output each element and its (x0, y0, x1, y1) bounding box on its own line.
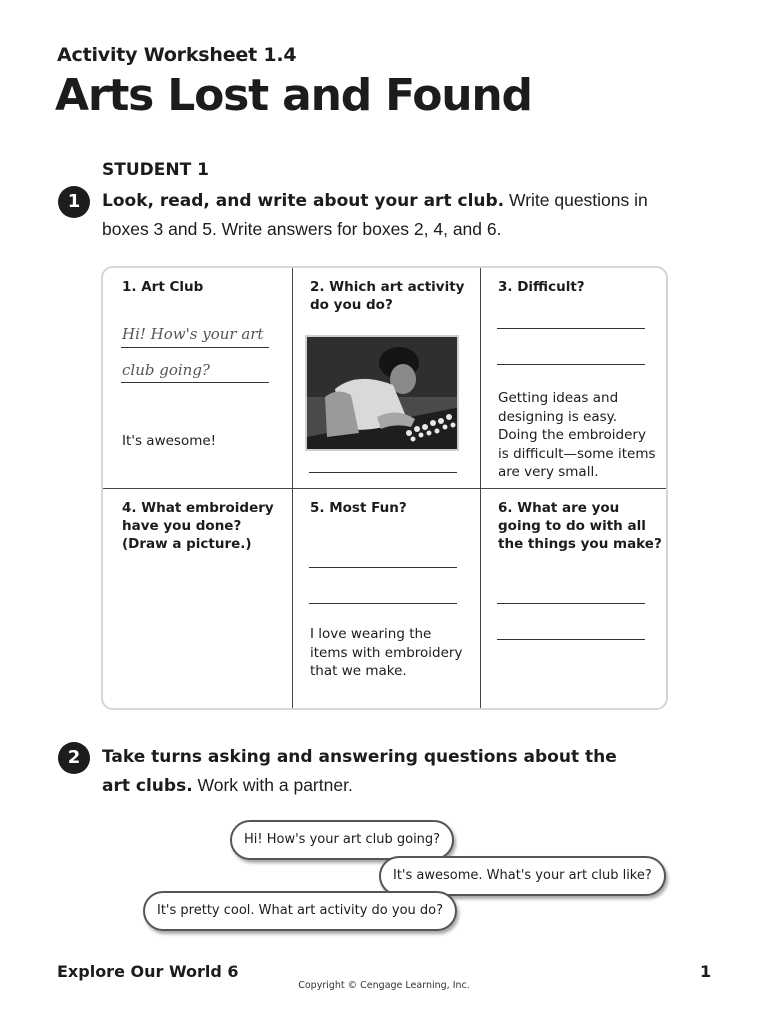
cell-6-title: 6. What are you going to do with all the things you make? (498, 500, 662, 552)
speech-bubble-2: It's awesome. What's your art club like? (379, 856, 666, 896)
cell-4-title: 4. What embroidery have you done? (Draw a picture.) (122, 500, 274, 552)
cell-2-rule (309, 472, 457, 473)
step-2-badge: 2 (58, 742, 90, 774)
worksheet-title: Arts Lost and Found (55, 70, 532, 121)
speech-bubble-1: Hi! How's your art club going? (230, 820, 454, 860)
step-1-instruction (102, 186, 662, 243)
cell-5-rule-1 (309, 567, 457, 568)
step-1-instruction-rest: Write questions in boxes 3 and 5. Write answers for boxes 2, 4, and 6. (102, 190, 648, 239)
cell-3-answer: Getting ideas and designing is easy. Doing the embroidery is difficult—some items are very small. (498, 390, 656, 480)
cell-1-answer: It's awesome! (122, 433, 217, 449)
cell-5-answer: I love wearing the items with embroidery that we make. (310, 626, 463, 679)
step-2-instruction-bold: Take turns asking and answering questions about the art clubs. (102, 747, 617, 796)
footer-page-number: 1 (700, 962, 712, 981)
cell-5-rule-2 (309, 603, 457, 604)
step-1-instruction-bold: Look, read, and write about your art club. (102, 191, 505, 211)
cell-1-rule-1 (121, 347, 269, 348)
cell-5-title: 5. Most Fun? (310, 500, 407, 516)
cell-1-title: 1. Art Club (122, 279, 204, 295)
cell-1-rule-2 (121, 382, 269, 383)
speech-bubble-3: It's pretty cool. What art activity do you do? (143, 891, 457, 931)
footer-copyright: Copyright © Cengage Learning, Inc. (298, 980, 470, 991)
worksheet-subtitle: Activity Worksheet 1.4 (57, 44, 297, 66)
student-label: STUDENT 1 (102, 160, 209, 180)
cell-3-title: 3. Difficult? (498, 279, 585, 295)
step-2-instruction (102, 742, 642, 800)
cell-3-rule-1 (497, 328, 645, 329)
cell-2-title: 2. Which art activity do you do? (310, 279, 465, 313)
cell-1-handwriting-1: Hi! How's your art (122, 325, 264, 343)
cell-6-rule-2 (497, 639, 645, 640)
embroidery-photo (305, 335, 459, 451)
cell-3-rule-2 (497, 364, 645, 365)
step-2-instruction-rest: Work with a partner. (192, 775, 353, 795)
cell-6-rule-1 (497, 603, 645, 604)
cell-1-handwriting-2: club going? (122, 361, 210, 379)
grid-divider-h (103, 488, 666, 489)
step-1-badge: 1 (58, 186, 90, 218)
footer-book-title: Explore Our World 6 (57, 962, 239, 981)
